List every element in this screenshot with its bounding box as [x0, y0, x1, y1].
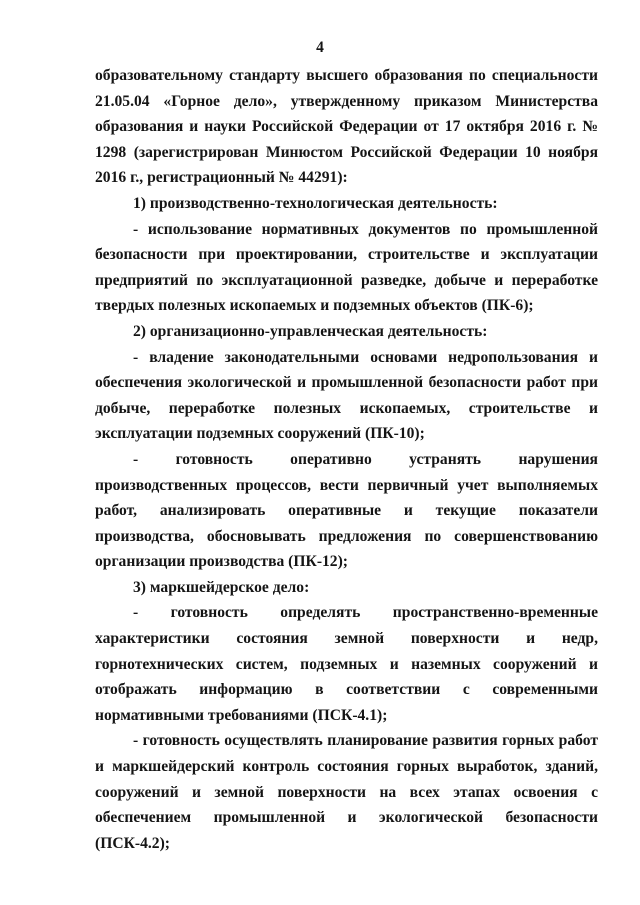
competency-psk-4-2: - готовность осуществлять планирование развития горных работ и маркшейдерский контроль состояния горных выработок, зданий, сооружений и земной поверхности на всех этапах освоения с обеспечением промышленной и экологической безопасности (ПСК-4.2); [95, 732, 598, 852]
section-heading-mine-surveying: 3) маркшейдерское дело: [133, 578, 310, 596]
document-body [95, 63, 598, 856]
competency-pk-6: - использование нормативных документов по промышленной безопасности при проектировании, строительстве и эксплуатации предприятий по эксплуатационной разведке, добыче и переработке твердых полезных ископаемых и подземных объектов (ПК-6); [95, 220, 598, 315]
competency-pk-12: - готовность оперативно устранять нарушения производственных процессов, вести первичный учет выполняемых работ, анализировать оперативные и текущие показатели производства, обосновывать предложения по совершенствованию организации производства (ПК-12); [95, 450, 598, 571]
intro-paragraph: образовательному стандарту высшего образования по специальности 21.05.04 «Горное дело», утвержденному приказом Министерства образования и науки Российской Федерации от 17 октября 2016 г. № 1298 (зарегистрирован Минюстом Российской Федерации 10 ноября 2016 г., регистрационный № 44291): [95, 67, 598, 187]
competency-psk-4-1: - готовность определять пространственно-временные характеристики состояния земной поверхности и недр, горнотехнических систем, подземных и наземных сооружений и отображать информацию в соответствии с современными нормативными требованиями (ПСК-4.1); [95, 604, 598, 724]
page-number: 4 [316, 39, 324, 56]
section-heading-organizational-management: 2) организационно-управленческая деятельность: [133, 322, 488, 340]
section-heading-production-technology: 1) производственно-технологическая деятельность: [133, 194, 498, 212]
competency-pk-10: - владение законодательными основами недропользования и обеспечения экологической и промышленной безопасности работ при добыче, переработке полезных ископаемых, строительстве и эксплуатации подземных сооружений (ПК-10); [95, 348, 598, 443]
